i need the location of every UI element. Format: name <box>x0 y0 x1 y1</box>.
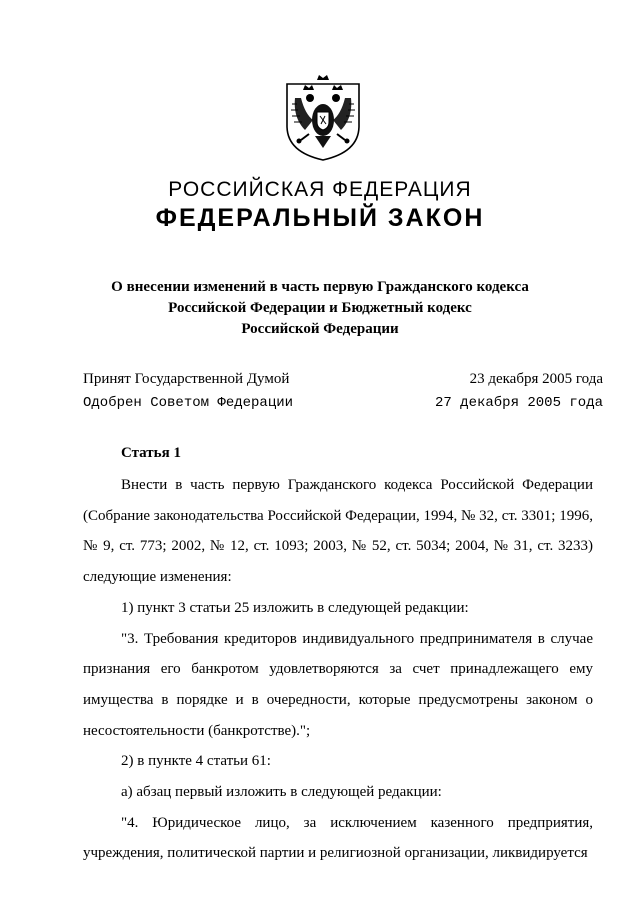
law-title-line: Российской Федерации <box>241 321 399 337</box>
article-paragraph: "4. Юридическое лицо, за исключением казенного предприятия, учреждения, политической партии и религиозной организации, ликвидируется <box>83 814 593 862</box>
approval-date: 27 декабря 2005 года <box>434 395 603 411</box>
approval-label: Одобрен Советом Федерации <box>83 395 294 411</box>
approval-label: Принят Государственной Думой <box>83 371 290 387</box>
article-heading: Статья 1 <box>121 445 181 461</box>
article-paragraph: 2) в пункте 4 статьи 61: <box>121 753 271 770</box>
article-paragraph: 1) пункт 3 статьи 25 изложить в следующей редакции: <box>121 599 469 616</box>
article-paragraph: Внести в часть первую Гражданского кодекса Российской Федерации (Собрание законодательства Российской Федерации, 1994, № 32, ст. 3301; 1996, № 9, ст. 773; 2002, № 12, ст. 1093; 2003, № 52, ст. 5034; 2004, № 31, ст. 3233) следующие изменения: <box>83 477 593 586</box>
article-paragraph: "3. Требования кредиторов индивидуального предпринимателя в случае признания его банкротом удовлетворяются за счет принадлежащего ему имущества в порядке и в очередности, которые предусмотрены законом о несостоятельности (банкротстве)."; <box>83 630 593 739</box>
document-type: ФЕДЕРАЛЬНЫЙ ЗАКОН <box>155 204 485 232</box>
article-body <box>83 470 593 869</box>
law-title <box>80 277 560 340</box>
approval-date: 23 декабря 2005 года <box>469 371 603 387</box>
approval-row-federation-council <box>83 395 603 411</box>
law-title-line: Российской Федерации и Бюджетный кодекс <box>168 300 472 316</box>
russian-coat-of-arms-icon <box>283 74 363 162</box>
law-title-line: О внесении изменений в часть первую Гражданского кодекса <box>111 279 529 295</box>
country-name: РОССИЙСКАЯ ФЕДЕРАЦИЯ <box>168 178 472 201</box>
article-paragraph: а) абзац первый изложить в следующей редакции: <box>121 784 442 801</box>
approval-row-duma <box>83 371 603 388</box>
